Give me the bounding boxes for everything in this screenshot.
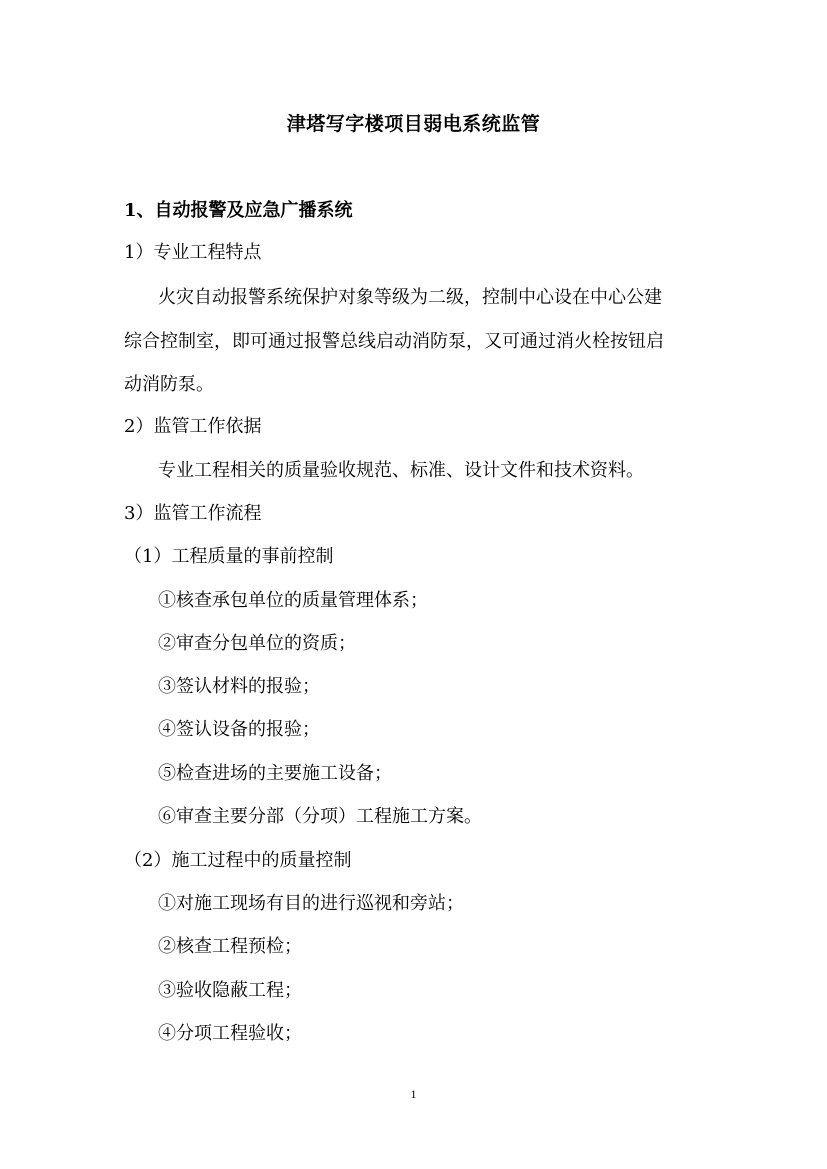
list-item: ③签认材料的报验； (158, 676, 320, 697)
list-item: ④签认设备的报验； (158, 719, 320, 740)
section-heading: 1、自动报警及应急广播系统 (124, 200, 353, 221)
list-item: ④分项工程验收； (158, 1023, 302, 1044)
subsection-heading-2: 2）监管工作依据 (124, 416, 262, 437)
page-number: 1 (410, 1087, 417, 1101)
group-heading-2: （2）施工过程中的质量控制 (124, 850, 352, 871)
paragraph-line: 综合控制室，即可通过报警总线启动消防泵，又可通过消火栓按钮启 (124, 331, 664, 352)
list-item: ③验收隐蔽工程； (158, 980, 302, 1001)
list-item: ①核查承包单位的质量管理体系； (158, 590, 428, 611)
list-item: ②审查分包单位的资质； (158, 633, 356, 654)
paragraph-line: 火灾自动报警系统保护对象等级为二级，控制中心设在中心公建 (158, 287, 662, 308)
paragraph-line: 专业工程相关的质量验收规范、标准、设计文件和技术资料。 (158, 460, 644, 481)
paragraph-line: 动消防泵。 (124, 374, 214, 395)
list-item: ⑤检查进场的主要施工设备； (158, 763, 392, 784)
document-title: 津塔写字楼项目弱电系统监管 (286, 113, 541, 135)
list-item: ①对施工现场有目的进行巡视和旁站； (158, 893, 464, 914)
subsection-heading-1: 1）专业工程特点 (124, 242, 262, 263)
list-item: ⑥审查主要分部（分项）工程施工方案。 (158, 806, 482, 827)
subsection-heading-3: 3）监管工作流程 (124, 503, 262, 524)
group-heading-1: （1）工程质量的事前控制 (124, 546, 334, 567)
list-item: ②核查工程预检； (158, 936, 302, 957)
